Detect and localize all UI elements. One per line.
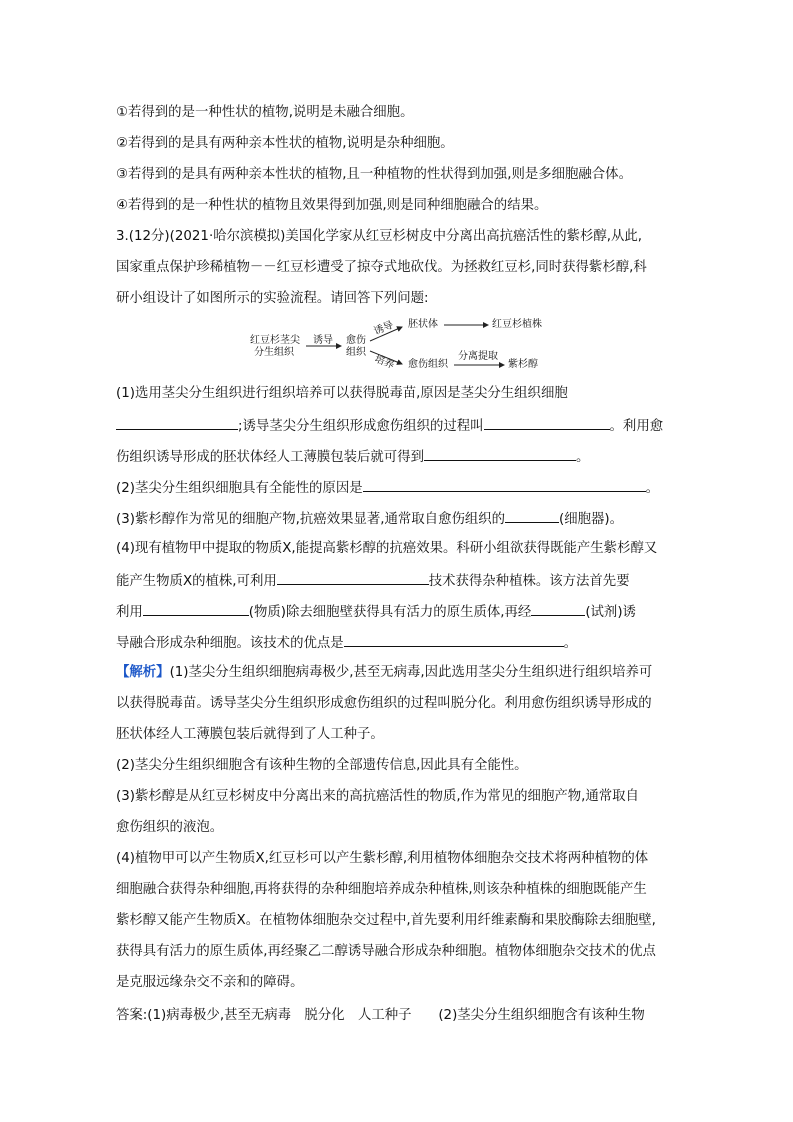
part-2-line <box>116 477 686 499</box>
solution-line-11: 是克服远缘杂交不亲和的障碍。 <box>116 975 304 990</box>
part-1-line-2-post: 。利用愈 <box>609 419 664 434</box>
part-4-line-3 <box>116 601 686 623</box>
part-4-line-2-post: 技术获得杂种植株。该方法首先要 <box>428 574 630 589</box>
part-4-line-3-post: (试剂)诱 <box>585 605 636 620</box>
option-2-text: ②若得到的是具有两种亲本性状的植物,说明是杂种细胞。 <box>116 136 454 151</box>
answer-blank-4[interactable] <box>363 477 646 492</box>
flow-callus-label-1: 愈伤 <box>346 335 366 346</box>
answer-blank-8[interactable] <box>531 601 585 616</box>
flow-start-label-2: 分生组织 <box>254 347 294 358</box>
solution-line-10: 获得具有活力的原生质体,再经聚乙二醇诱导融合形成杂种细胞。植物体细胞杂交技术的优点 <box>116 944 656 959</box>
solution-line-6: 愈伤组织的液泡。 <box>116 820 224 835</box>
part-1-line-3-pre: 伤组织诱导形成的胚状体经人工薄膜包装后就可得到 <box>116 450 424 465</box>
solution-line-2: 以获得脱毒苗。诱导茎尖分生组织形成愈伤组织的过程叫脱分化。利用愈伤组织诱导形成的 <box>116 696 652 711</box>
answer-blank-3[interactable] <box>424 446 576 461</box>
part-4-line-3-pre: 利用 <box>116 605 143 620</box>
solution-line-7: (4)植物甲可以产生物质X,红豆杉可以产生紫杉醇,利用植物体细胞杂交技术将两种植物的体 <box>116 851 649 866</box>
answer-blank-9[interactable] <box>344 632 564 647</box>
solution-line-8: 细胞融合获得杂种细胞,再将获得的杂种细胞培养成杂种植株,则该杂种植株的细胞既能产生 <box>116 882 647 897</box>
solution-line-5: (3)紫杉醇是从红豆杉树皮中分离出来的高抗癌活性的物质,作为常见的细胞产物,通常取自 <box>116 789 639 804</box>
answer-blank-6[interactable] <box>277 570 429 585</box>
part-1-line-1: (1)选用茎尖分生组织进行组织培养可以获得脱毒苗,原因是茎尖分生组织细胞 <box>116 386 568 401</box>
part-3-pre: (3)紫杉醇作为常见的细胞产物,抗癌效果显著,通常取自愈伤组织的 <box>116 512 506 527</box>
question-3-line-1: 3.(12分)(2021·哈尔滨模拟)美国化学家从红豆杉树皮中分离出高抗癌活性的紫杉醇,从此, <box>116 229 643 244</box>
flow-culture-label: 培养 <box>372 353 396 372</box>
flow-embryoid-label: 胚状体 <box>408 319 438 330</box>
part-2-pre: (2)茎尖分生组织细胞具有全能性的原因是 <box>116 481 363 496</box>
solution-line-1 <box>116 663 686 683</box>
part-4-line-3-mid: (物质)除去细胞壁获得具有活力的原生质体,再经 <box>248 605 532 620</box>
flow-callus-label-2: 组织 <box>346 347 366 358</box>
solution-line-3: 胚状体经人工薄膜包装后就得到了人工种子。 <box>116 727 384 742</box>
flow-taxol-label: 紫杉醇 <box>508 359 538 370</box>
part-4-line-1: (4)现有植物甲中提取的物质X,能提高紫杉醇的抗癌效果。科研小组欲获得既能产生紫杉醇又 <box>116 541 658 556</box>
part-4-line-4 <box>116 632 686 654</box>
flow-extract-label: 分离提取 <box>458 351 498 362</box>
experiment-flow-diagram <box>244 315 564 375</box>
option-1-text: ①若得到的是一种性状的植物,说明是未融合细胞。 <box>116 105 414 120</box>
option-3-text: ③若得到的是具有两种亲本性状的植物,且一种植物的性状得到加强,则是多细胞融合体。 <box>116 167 632 182</box>
answer-blank-1[interactable] <box>116 415 238 430</box>
part-3-line <box>116 508 686 530</box>
question-3-line-2: 国家重点保护珍稀植物－－红豆杉遭受了掠夺式地砍伐。为拯救红豆杉,同时获得紫杉醇,科 <box>116 260 647 275</box>
flow-induce-label-1: 诱导 <box>313 335 333 346</box>
part-4-line-2-pre: 能产生物质X的植株,可利用 <box>116 574 277 589</box>
part-2-post: 。 <box>645 481 659 496</box>
solution-tag: 【解析】 <box>116 665 170 680</box>
part-1-line-2-mid: ;诱导茎尖分生组织形成愈伤组织的过程叫 <box>238 419 484 434</box>
solution-line-4: (2)茎尖分生组织细胞含有该种生物的全部遗传信息,因此具有全能性。 <box>116 758 528 773</box>
answer-blank-5[interactable] <box>505 508 559 523</box>
part-4-line-2 <box>116 570 686 592</box>
flow-start-label-1: 红豆杉茎尖 <box>250 335 300 346</box>
answer-blank-7[interactable] <box>143 601 249 616</box>
solution-line-9: 紫杉醇又能产生物质X。在植物体细胞杂交过程中,首先要利用纤维素酶和果胶酶除去细胞壁, <box>116 913 656 928</box>
part-4-line-4-post: 。 <box>563 636 578 651</box>
part-1-line-3 <box>116 446 686 468</box>
question-3-line-3: 研小组设计了如图所示的实验流程。请回答下列问题: <box>116 291 429 306</box>
part-1-line-2 <box>116 415 686 437</box>
part-4-line-4-pre: 导融合形成杂种细胞。该技术的优点是 <box>116 636 344 651</box>
flow-callus2-label: 愈伤组织 <box>408 359 448 370</box>
flow-induce-label-2: 诱导 <box>372 319 396 338</box>
option-4-text: ④若得到的是一种性状的植物且效果得到加强,则是同种细胞融合的结果。 <box>116 198 548 213</box>
flow-plant-label: 红豆杉植株 <box>492 319 542 330</box>
answer-blank-2[interactable] <box>484 415 610 430</box>
part-1-line-3-post: 。 <box>575 450 590 465</box>
answer-line: 答案:(1)病毒极少,甚至无病毒 脱分化 人工种子 (2)茎尖分生组织细胞含有该种生物 <box>116 1008 645 1023</box>
part-3-post: (细胞器)。 <box>559 512 624 527</box>
solution-line-1-text: (1)茎尖分生组织细胞病毒极少,甚至无病毒,因此选用茎尖分生组织进行组织培养可 <box>169 665 653 680</box>
